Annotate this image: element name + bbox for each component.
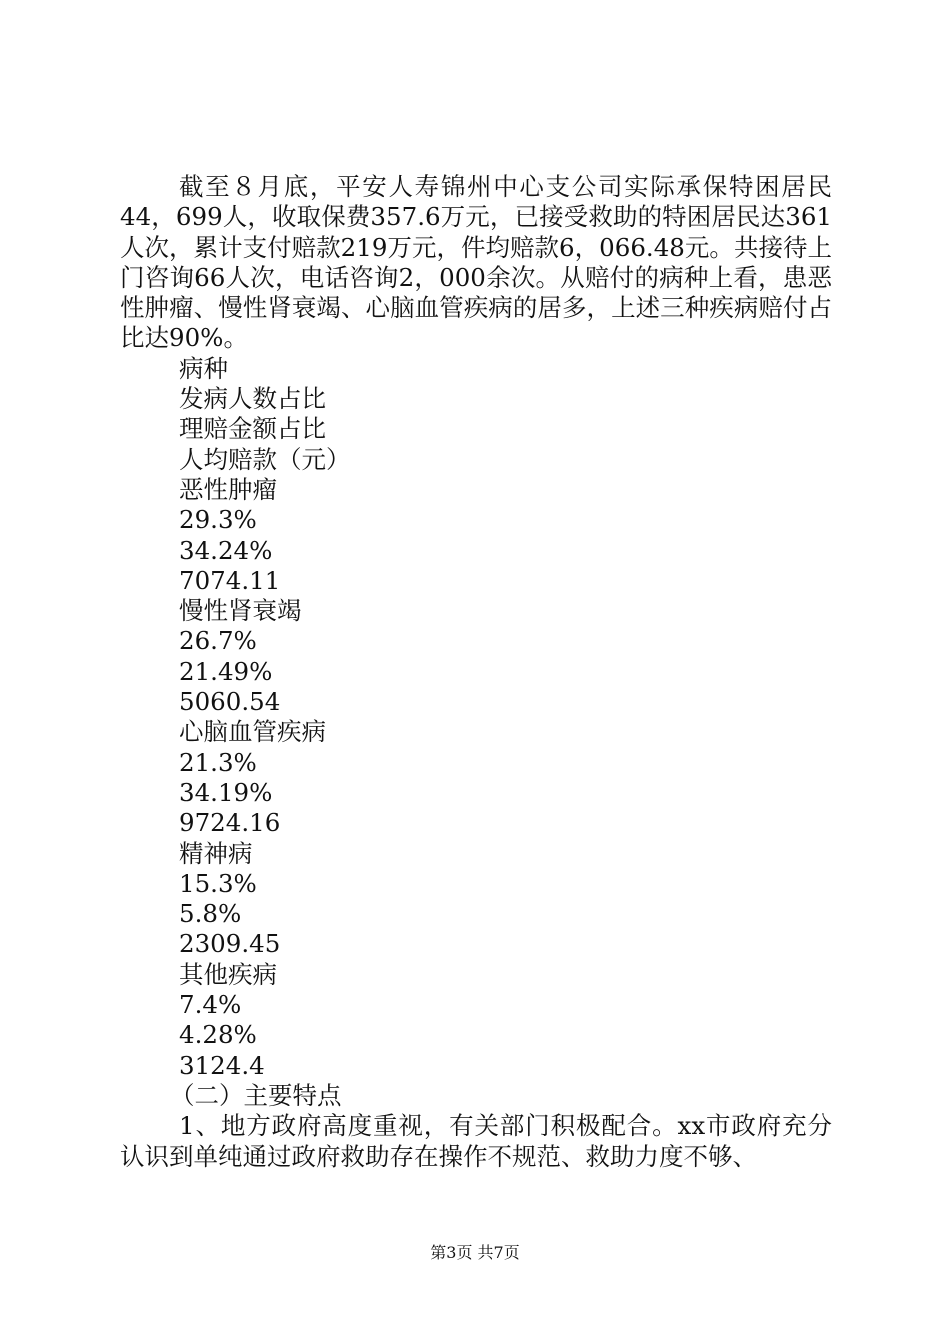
table-cell: 21.49% xyxy=(179,656,273,686)
section-heading: （二）主要特点 xyxy=(170,1080,342,1110)
table-cell: 15.3% xyxy=(179,868,257,898)
point-one-paragraph: 1、地方政府高度重视，有关部门积极配合。xx市政府充分认识到单纯通过政府救助存在操作不规范、救助力度不够、 xyxy=(120,1111,832,1171)
table-cell: 其他疾病 xyxy=(179,959,277,989)
table-header: 发病人数占比 xyxy=(179,384,326,414)
table-cell: 恶性肿瘤 xyxy=(179,474,277,504)
table-cell: 34.19% xyxy=(179,777,273,807)
table-header: 病种 xyxy=(179,353,228,383)
table-cell: 2309.45 xyxy=(179,929,281,959)
page-footer: 第3页 共7页 xyxy=(430,1243,520,1262)
table-cell: 9724.16 xyxy=(179,808,281,838)
table-cell: 4.28% xyxy=(179,1020,257,1050)
table-cell: 3124.4 xyxy=(179,1050,265,1080)
table-cell: 21.3% xyxy=(179,747,257,777)
claims-table xyxy=(120,354,832,1081)
table-cell: 5060.54 xyxy=(179,687,281,717)
table-cell: 7.4% xyxy=(179,990,242,1020)
table-cell: 心脑血管疾病 xyxy=(179,717,326,747)
table-cell: 7074.11 xyxy=(179,565,281,595)
intro-paragraph: 截至８月底，平安人寿锦州中心支公司实际承保特困居民44，699人，收取保费357.6万元，已接受救助的特困居民达361人次，累计支付赔款219万元，件均赔款6，066.48元。共接待上门咨询66人次，电话咨询2，000余次。从赔付的病种上看，患恶性肿瘤、慢性肾衰竭、心脑血管疾病的居多，上述三种疾病赔付占比达90%。 xyxy=(120,172,832,353)
table-cell: 慢性肾衰竭 xyxy=(179,596,302,626)
table-header: 理赔金额占比 xyxy=(179,414,326,444)
table-cell: 29.3% xyxy=(179,505,257,535)
document-body xyxy=(120,172,832,1172)
table-cell: 34.24% xyxy=(179,535,273,565)
table-cell: 5.8% xyxy=(179,899,242,929)
table-cell: 26.7% xyxy=(179,626,257,656)
table-cell: 精神病 xyxy=(179,838,253,868)
table-header: 人均赔款（元） xyxy=(179,444,351,474)
